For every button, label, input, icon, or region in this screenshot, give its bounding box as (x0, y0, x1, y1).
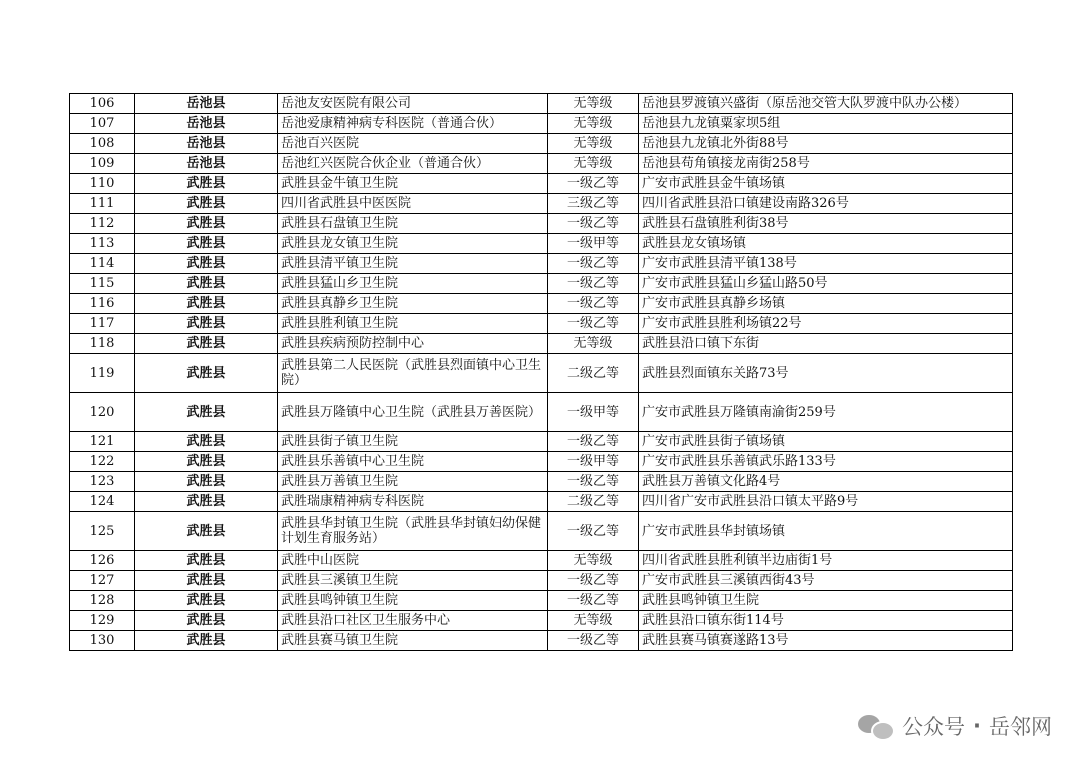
table-row (70, 452, 1013, 472)
cell-address: 广安市武胜县三溪镇西街43号 (639, 571, 1013, 591)
table-row (70, 492, 1013, 512)
table-row (70, 254, 1013, 274)
table-row (70, 354, 1013, 393)
cell-institution-name: 武胜县鸣钟镇卫生院 (278, 591, 548, 611)
cell-number: 118 (70, 334, 135, 354)
cell-grade-level: 无等级 (548, 114, 639, 134)
cell-county: 武胜县 (135, 234, 278, 254)
cell-institution-name: 武胜县胜利镇卫生院 (278, 314, 548, 334)
cell-grade-level: 一级乙等 (548, 314, 639, 334)
cell-county: 岳池县 (135, 94, 278, 114)
table-row (70, 134, 1013, 154)
cell-county: 武胜县 (135, 631, 278, 651)
watermark-right-text: 岳邻网 (989, 715, 1052, 739)
cell-address: 武胜县龙女镇场镇 (639, 234, 1013, 254)
cell-institution-name: 武胜县金牛镇卫生院 (278, 174, 548, 194)
cell-institution-name: 岳池爱康精神病专科医院（普通合伙） (278, 114, 548, 134)
cell-address: 广安市武胜县华封镇场镇 (639, 512, 1013, 551)
cell-county: 武胜县 (135, 393, 278, 432)
cell-county: 岳池县 (135, 154, 278, 174)
table-row (70, 334, 1013, 354)
hospital-table (69, 93, 1013, 651)
cell-institution-name: 岳池百兴医院 (278, 134, 548, 154)
cell-address: 广安市武胜县金牛镇场镇 (639, 174, 1013, 194)
cell-address: 武胜县沿口镇东街114号 (639, 611, 1013, 631)
table-row (70, 114, 1013, 134)
cell-grade-level: 一级乙等 (548, 591, 639, 611)
cell-county: 武胜县 (135, 174, 278, 194)
cell-institution-name: 武胜中山医院 (278, 551, 548, 571)
cell-grade-level: 一级甲等 (548, 452, 639, 472)
table-row (70, 472, 1013, 492)
cell-grade-level: 一级乙等 (548, 571, 639, 591)
cell-number: 125 (70, 512, 135, 551)
cell-county: 武胜县 (135, 472, 278, 492)
table-row (70, 294, 1013, 314)
cell-institution-name: 武胜县真静乡卫生院 (278, 294, 548, 314)
cell-number: 128 (70, 591, 135, 611)
cell-county: 武胜县 (135, 334, 278, 354)
table-row (70, 154, 1013, 174)
cell-number: 116 (70, 294, 135, 314)
table-row (70, 551, 1013, 571)
cell-number: 111 (70, 194, 135, 214)
cell-institution-name: 武胜县街子镇卫生院 (278, 432, 548, 452)
table-row (70, 631, 1013, 651)
cell-institution-name: 武胜县乐善镇中心卫生院 (278, 452, 548, 472)
cell-county: 武胜县 (135, 194, 278, 214)
cell-institution-name: 武胜县疾病预防控制中心 (278, 334, 548, 354)
table-row (70, 174, 1013, 194)
cell-grade-level: 二级乙等 (548, 354, 639, 393)
cell-address: 武胜县赛马镇赛遂路13号 (639, 631, 1013, 651)
cell-county: 武胜县 (135, 254, 278, 274)
cell-grade-level: 一级乙等 (548, 512, 639, 551)
cell-institution-name: 岳池友安医院有限公司 (278, 94, 548, 114)
table-body (70, 94, 1013, 651)
table-row (70, 274, 1013, 294)
cell-institution-name: 武胜县沿口社区卫生服务中心 (278, 611, 548, 631)
cell-address: 广安市武胜县乐善镇武乐路133号 (639, 452, 1013, 472)
cell-grade-level: 无等级 (548, 334, 639, 354)
cell-institution-name: 武胜县龙女镇卫生院 (278, 234, 548, 254)
cell-county: 岳池县 (135, 114, 278, 134)
cell-institution-name: 武胜县石盘镇卫生院 (278, 214, 548, 234)
watermark (858, 711, 1052, 741)
table-row (70, 214, 1013, 234)
cell-institution-name: 武胜县清平镇卫生院 (278, 254, 548, 274)
cell-grade-level: 无等级 (548, 134, 639, 154)
cell-institution-name: 武胜县猛山乡卫生院 (278, 274, 548, 294)
table-row (70, 611, 1013, 631)
cell-address: 广安市武胜县真静乡场镇 (639, 294, 1013, 314)
cell-institution-name: 武胜县万善镇卫生院 (278, 472, 548, 492)
cell-county: 武胜县 (135, 512, 278, 551)
cell-address: 岳池县九龙镇北外街88号 (639, 134, 1013, 154)
cell-address: 武胜县万善镇文化路4号 (639, 472, 1013, 492)
cell-grade-level: 一级甲等 (548, 393, 639, 432)
cell-number: 107 (70, 114, 135, 134)
watermark-separator: · (973, 714, 981, 738)
cell-number: 122 (70, 452, 135, 472)
cell-address: 四川省广安市武胜县沿口镇太平路9号 (639, 492, 1013, 512)
cell-address: 四川省武胜县胜利镇半边庙街1号 (639, 551, 1013, 571)
cell-grade-level: 无等级 (548, 611, 639, 631)
cell-number: 109 (70, 154, 135, 174)
cell-grade-level: 一级乙等 (548, 274, 639, 294)
cell-grade-level: 无等级 (548, 94, 639, 114)
cell-grade-level: 一级乙等 (548, 254, 639, 274)
table-row (70, 591, 1013, 611)
cell-address: 武胜县烈面镇东关路73号 (639, 354, 1013, 393)
cell-number: 113 (70, 234, 135, 254)
cell-grade-level: 一级甲等 (548, 234, 639, 254)
cell-institution-name: 武胜县三溪镇卫生院 (278, 571, 548, 591)
cell-county: 武胜县 (135, 354, 278, 393)
cell-grade-level: 无等级 (548, 551, 639, 571)
cell-institution-name: 武胜县赛马镇卫生院 (278, 631, 548, 651)
cell-county: 武胜县 (135, 274, 278, 294)
cell-institution-name: 武胜县第二人民医院（武胜县烈面镇中心卫生院） (278, 354, 548, 393)
cell-number: 126 (70, 551, 135, 571)
cell-number: 108 (70, 134, 135, 154)
cell-number: 112 (70, 214, 135, 234)
table-row (70, 393, 1013, 432)
cell-county: 武胜县 (135, 214, 278, 234)
cell-number: 114 (70, 254, 135, 274)
cell-county: 武胜县 (135, 551, 278, 571)
cell-address: 广安市武胜县胜利场镇22号 (639, 314, 1013, 334)
cell-grade-level: 一级乙等 (548, 432, 639, 452)
cell-address: 武胜县鸣钟镇卫生院 (639, 591, 1013, 611)
wechat-icon (858, 713, 894, 739)
cell-number: 127 (70, 571, 135, 591)
table-row (70, 512, 1013, 551)
cell-grade-level: 无等级 (548, 154, 639, 174)
table-row (70, 234, 1013, 254)
cell-grade-level: 一级乙等 (548, 294, 639, 314)
cell-number: 110 (70, 174, 135, 194)
cell-grade-level: 二级乙等 (548, 492, 639, 512)
cell-address: 岳池县苟角镇接龙南街258号 (639, 154, 1013, 174)
cell-institution-name: 岳池红兴医院合伙企业（普通合伙） (278, 154, 548, 174)
cell-number: 120 (70, 393, 135, 432)
cell-number: 130 (70, 631, 135, 651)
cell-number: 119 (70, 354, 135, 393)
cell-number: 124 (70, 492, 135, 512)
cell-institution-name: 四川省武胜县中医医院 (278, 194, 548, 214)
cell-address: 广安市武胜县清平镇138号 (639, 254, 1013, 274)
cell-address: 四川省武胜县沿口镇建设南路326号 (639, 194, 1013, 214)
cell-institution-name: 武胜县华封镇卫生院（武胜县华封镇妇幼保健计划生育服务站） (278, 512, 548, 551)
cell-address: 广安市武胜县猛山乡猛山路50号 (639, 274, 1013, 294)
cell-county: 武胜县 (135, 591, 278, 611)
cell-number: 115 (70, 274, 135, 294)
table-row (70, 314, 1013, 334)
cell-number: 129 (70, 611, 135, 631)
cell-address: 广安市武胜县万隆镇南渝街259号 (639, 393, 1013, 432)
cell-county: 岳池县 (135, 134, 278, 154)
cell-address: 岳池县罗渡镇兴盛街（原岳池交管大队罗渡中队办公楼） (639, 94, 1013, 114)
cell-address: 岳池县九龙镇粟家坝5组 (639, 114, 1013, 134)
cell-county: 武胜县 (135, 294, 278, 314)
cell-address: 武胜县沿口镇下东街 (639, 334, 1013, 354)
table-row (70, 432, 1013, 452)
cell-county: 武胜县 (135, 571, 278, 591)
cell-county: 武胜县 (135, 314, 278, 334)
watermark-left-text: 公众号 (902, 715, 966, 739)
cell-grade-level: 一级乙等 (548, 174, 639, 194)
cell-institution-name: 武胜瑞康精神病专科医院 (278, 492, 548, 512)
cell-number: 121 (70, 432, 135, 452)
cell-grade-level: 一级乙等 (548, 631, 639, 651)
cell-number: 123 (70, 472, 135, 492)
table-row (70, 94, 1013, 114)
cell-county: 武胜县 (135, 432, 278, 452)
cell-address: 广安市武胜县街子镇场镇 (639, 432, 1013, 452)
cell-grade-level: 三级乙等 (548, 194, 639, 214)
table-row (70, 194, 1013, 214)
cell-county: 武胜县 (135, 492, 278, 512)
cell-grade-level: 一级乙等 (548, 214, 639, 234)
cell-address: 武胜县石盘镇胜利街38号 (639, 214, 1013, 234)
cell-grade-level: 一级乙等 (548, 472, 639, 492)
table-row (70, 571, 1013, 591)
cell-number: 117 (70, 314, 135, 334)
cell-county: 武胜县 (135, 452, 278, 472)
cell-number: 106 (70, 94, 135, 114)
cell-county: 武胜县 (135, 611, 278, 631)
cell-institution-name: 武胜县万隆镇中心卫生院（武胜县万善医院） (278, 393, 548, 432)
